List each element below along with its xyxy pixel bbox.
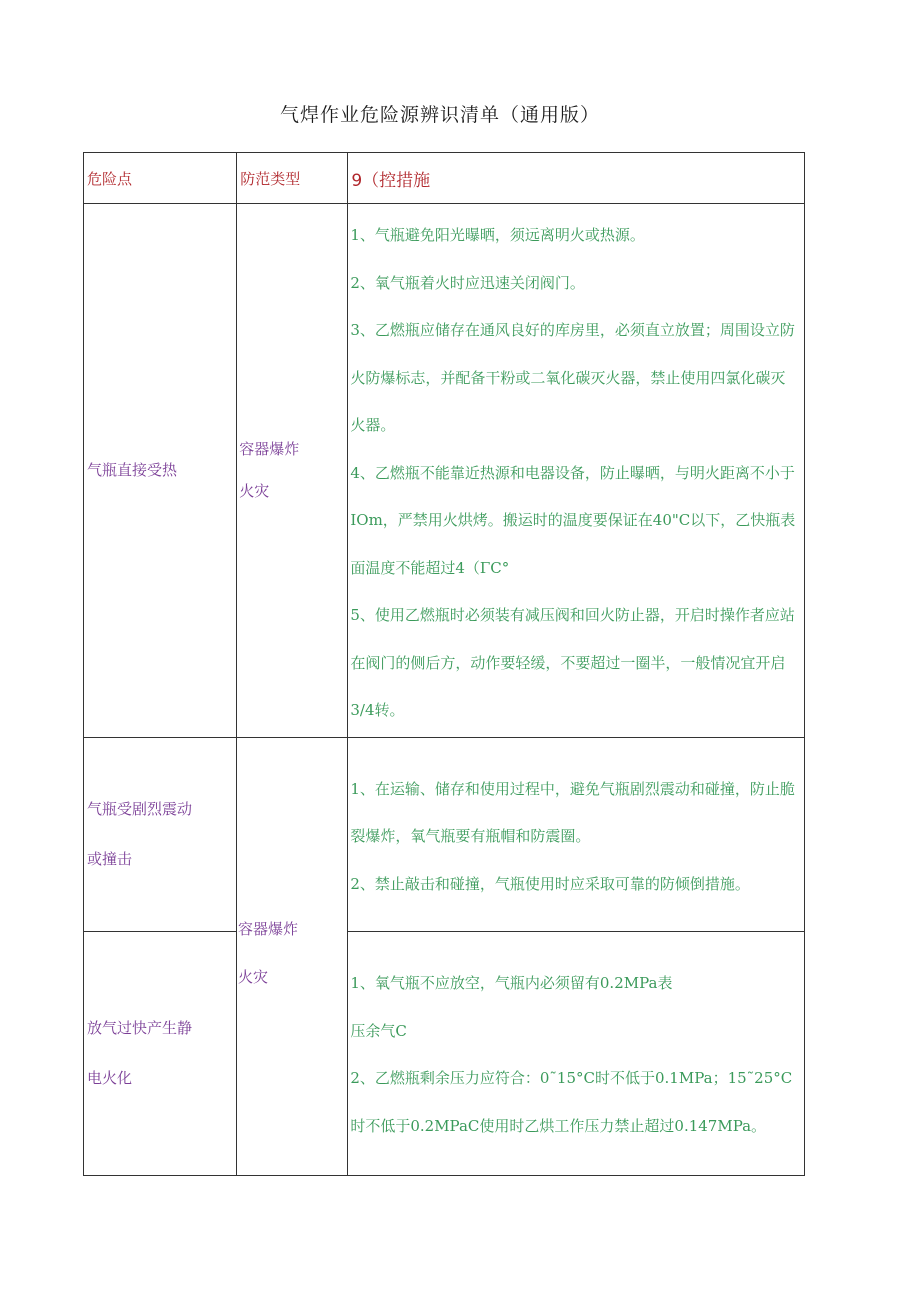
header-type: 防范类型 [237,153,348,204]
type-line: 容器爆炸 [239,440,300,459]
measure-item: 2、乙燃瓶剩余压力应符合：0˜15°C时不低于0.1MPa；15˜25°C时不低于0.2MPaC使用时乙烘工作压力禁止超过0.147MPa。 [350,1069,793,1135]
measures-cell [348,737,805,931]
table-header-row [84,153,805,204]
table-row [84,931,805,1175]
merged-type-label [238,905,346,1001]
measure-item: 1、氧气瓶不应放空，气瓶内必须留有0.2MPa表 [350,974,673,992]
hazard-line: 电火化 [87,1069,133,1087]
hazard-line: 或撞击 [87,850,133,868]
measure-item: 1、气瓶避免阳光曝晒，须远离明火或热源。 [350,226,645,244]
hazard-line: 气瓶受剧烈震动 [87,800,193,818]
hazard-table [83,152,805,1176]
hazard-line: 气瓶直接受热 [87,461,178,480]
measure-item: 4、乙燃瓶不能靠近热源和电器设备，防止曝晒，与明火距离不小于IOm，严禁用火烘烤。搬运时的温度要保证在40"C以下，乙快瓶表面温度不能超过4（ΓC° [350,463,796,577]
measures-cell [348,931,805,1175]
type-line: 火灾 [238,968,269,986]
measure-item: 5、使用乙燃瓶时必须装有减压阀和回火防止器，开启时操作者应站在阀门的侧后方，动作要轻缓，不要超过一圈半，一般情况宜开启3/4转。 [350,606,795,719]
measure-item: 3、乙燃瓶应储存在通风良好的库房里，必须直立放置；周围设立防火防爆标志，并配备干粉或二氧化碳灭火器，禁止使用四氯化碳灭火器。 [350,321,795,434]
hazard-cell [84,931,237,1175]
header-hazard: 危险点 [84,153,237,204]
table-row [84,737,805,931]
type-line: 容器爆炸 [238,920,299,938]
hazard-line: 放气过快产生静 [87,1019,193,1037]
measure-item: 2、禁止敲击和碰撞，气瓶使用时应采取可靠的防倾倒措施。 [350,874,750,893]
hazard-cell [84,204,237,738]
header-measures: 9（控措施 [348,153,805,204]
page-title: 气焊作业危险源辨识清单（通用版） [279,104,600,126]
measures-cell [348,204,805,738]
measure-item: 压余气C [350,1021,407,1040]
type-cell [237,204,348,738]
measure-item: 1、在运输、储存和使用过程中，避免气瓶剧烈震动和碰撞，防止脆裂爆炸，氧气瓶要有瓶帽和防震圈。 [350,779,795,846]
type-line: 火灾 [239,482,270,501]
measure-item: 2、氧气瓶着火时应迅速关闭阀门。 [350,273,585,292]
table-row [84,204,805,738]
hazard-cell [84,737,237,931]
